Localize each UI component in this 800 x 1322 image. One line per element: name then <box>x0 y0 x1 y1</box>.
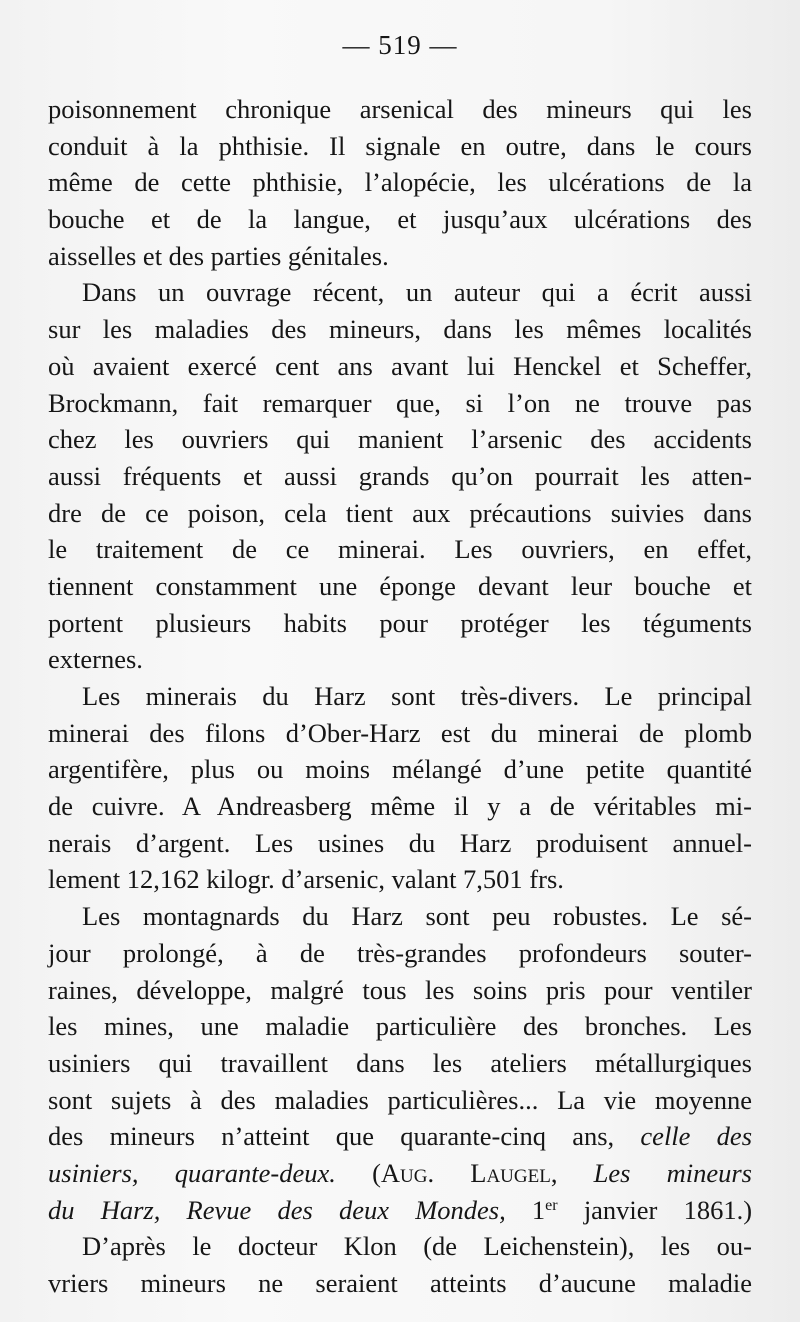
text-line: minerai des filons d’Ober-Harz est du minerai de plomb <box>48 717 752 748</box>
body-text <box>48 91 752 1302</box>
text-line: aisselles et des parties génitales. <box>48 240 389 271</box>
text-line <box>48 1192 752 1229</box>
text-line: Les minerais du Harz sont très-divers. Le principal <box>82 681 752 711</box>
text-line: Dans un ouvrage récent, un auteur qui a écrit aussi <box>82 277 752 308</box>
text-segment: des mineurs n’atteint que quarante-cinq ans, <box>48 1121 615 1152</box>
text-line: chez les ouvriers qui manient l’arsenic des accidents <box>48 424 752 455</box>
text-line: bouche et de la langue, et jusqu’aux ulcérations des <box>48 204 752 235</box>
text-line: même de cette phthisie, l’alopécie, les ulcérations de la <box>48 167 752 198</box>
text-line: les mines, une maladie particulière des bronches. Les <box>48 1011 752 1042</box>
text-line: portent plusieurs habits pour protéger les téguments <box>48 607 752 638</box>
text-line: de cuivre. A Andreasberg même il y a de véritables mi- <box>48 791 752 822</box>
text-line: Brockmann, fait remarquer que, si l’on ne trouve pas <box>48 387 752 418</box>
text-line: où avaient exercé cent ans avant lui Henckel et Scheffer, <box>48 350 752 381</box>
text-line: tiennent constamment une éponge devant leur bouche et <box>48 570 752 601</box>
italic-segment: Les mineurs <box>593 1157 752 1188</box>
text-line: le traitement de ce minerai. Les ouvriers, en effet, <box>48 534 752 565</box>
date-number: 1 <box>531 1194 546 1225</box>
text-line <box>48 1155 752 1192</box>
text-line: jour prolongé, à de très-grandes profondeurs souter- <box>48 937 752 968</box>
text-line: externes. <box>48 644 143 675</box>
italic-segment: celle des <box>640 1121 753 1152</box>
text-line <box>48 1118 752 1155</box>
italic-segment: du Harz, <box>48 1194 161 1225</box>
text-line: Les montagnards du Harz sont peu robustes. Le sé- <box>82 901 752 932</box>
text-line: vriers mineurs ne seraient atteints d’aucune maladie <box>48 1268 752 1298</box>
text-line: sont sujets à des maladies particulières... La vie moyenne <box>48 1084 752 1115</box>
text-line: lement 12,162 kilogr. d’arsenic, valant 7,501 frs. <box>48 864 564 895</box>
text-line: aussi fréquents et aussi grands qu’on pourrait les atten- <box>48 460 752 491</box>
text-line: D’après le docteur Klon (de Leichenstein), les ou- <box>82 1231 752 1262</box>
text-line: nerais d’argent. Les usines du Harz produisent annuel- <box>48 827 752 858</box>
text-segment: ( <box>372 1157 381 1188</box>
text-line: dre de ce poison, cela tient aux précautions suivies dans <box>48 497 752 528</box>
italic-segment: usiniers, quarante-deux. <box>48 1157 336 1188</box>
author-name: Aug. Laugel, <box>380 1157 558 1188</box>
page-number: — 519 — <box>342 30 458 60</box>
text-line: raines, développe, malgré tous les soins pris pour ventiler <box>48 974 752 1005</box>
text-line: poisonnement chronique arsenical des mineurs qui les <box>48 94 752 124</box>
text-line: argentifère, plus ou moins mélangé d’une petite quantité <box>48 754 752 785</box>
text-line: conduit à la phthisie. Il signale en outre, dans le cours <box>48 130 752 161</box>
text-line: usiniers qui travaillent dans les ateliers métallurgiques <box>48 1047 752 1078</box>
text-segment: janvier 1861.) <box>583 1194 753 1225</box>
ordinal-superscript: er <box>545 1196 558 1214</box>
journal-title: Revue des deux Mondes, <box>186 1194 506 1225</box>
text-line: sur les maladies des mineurs, dans les mêmes localités <box>48 314 752 345</box>
